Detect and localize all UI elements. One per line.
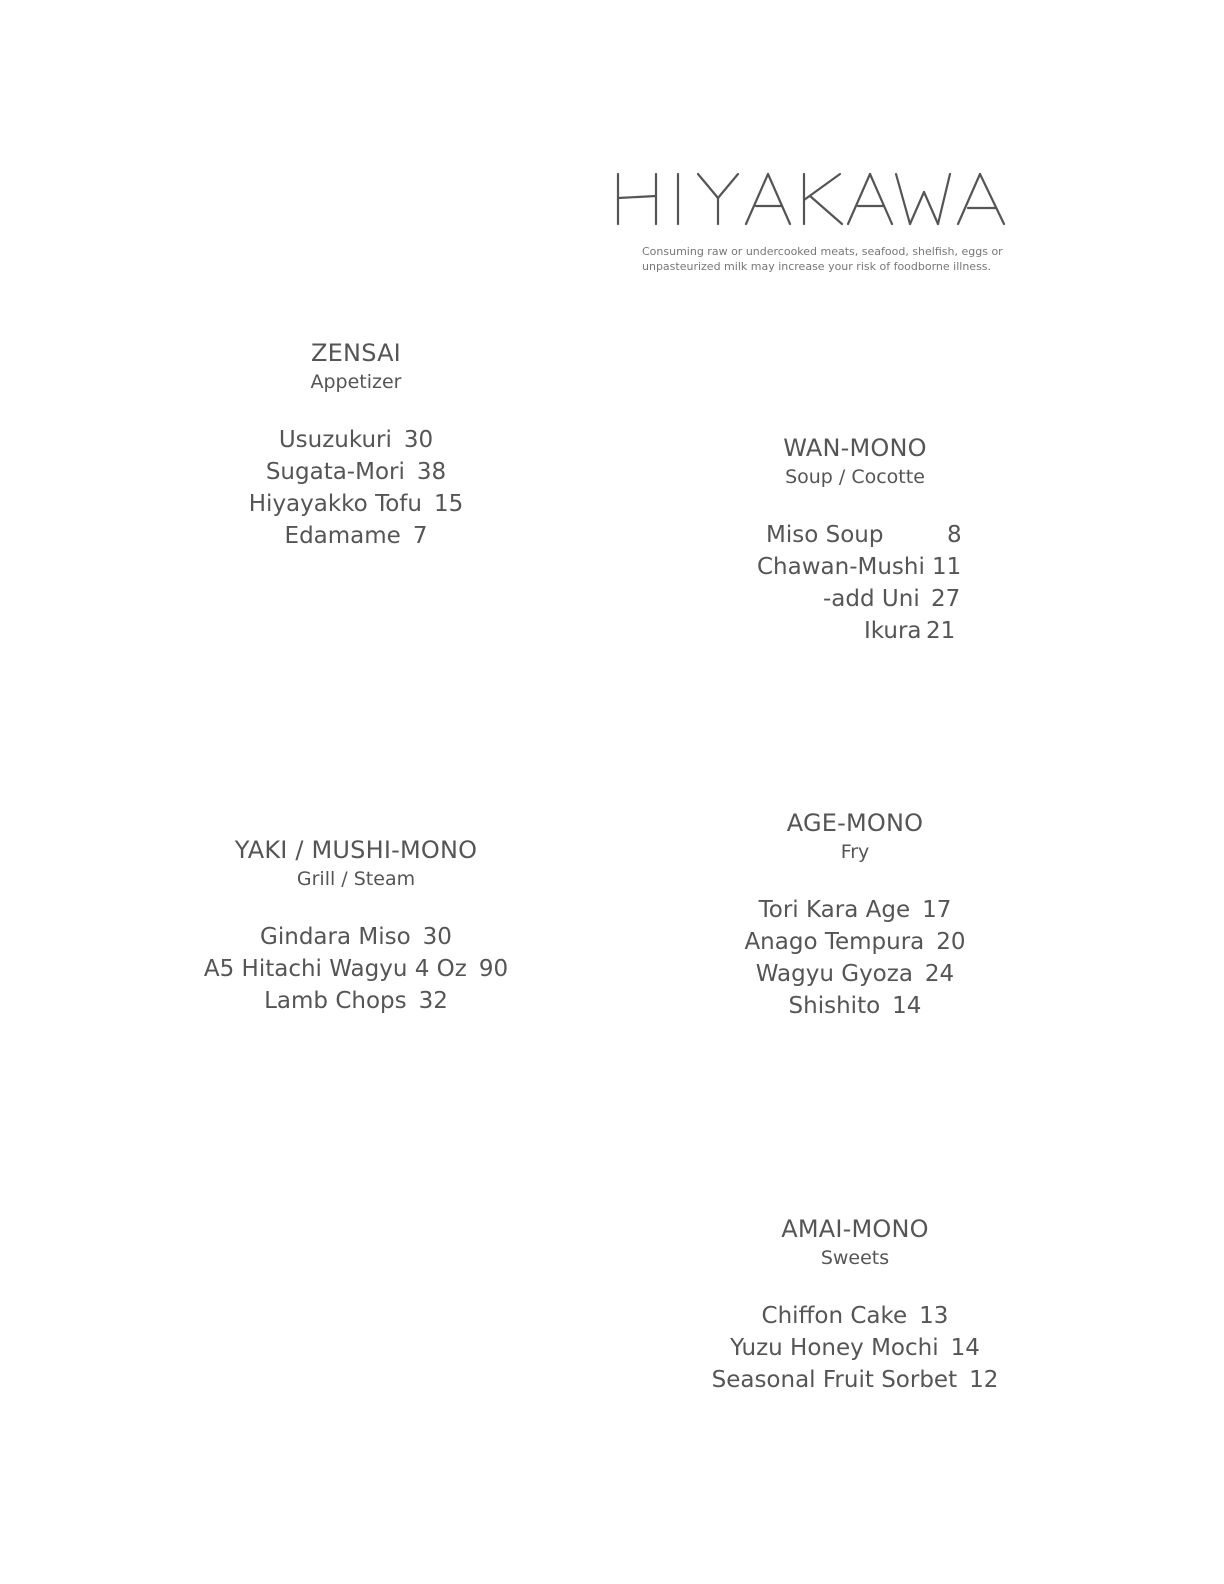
item-name: Miso Soup bbox=[766, 522, 884, 548]
item-name: -add Uni bbox=[823, 586, 920, 612]
menu-item bbox=[176, 456, 536, 488]
menu-item bbox=[176, 488, 536, 520]
item-name: Tori Kara Age bbox=[758, 897, 911, 923]
menu-item bbox=[675, 1300, 1035, 1332]
menu-item-list bbox=[675, 894, 1035, 1022]
item-price: 13 bbox=[919, 1303, 949, 1329]
item-price: 38 bbox=[416, 459, 447, 485]
menu-item bbox=[675, 894, 1035, 926]
section-title: YAKI / MUSHI-MONO bbox=[234, 836, 478, 864]
menu-item bbox=[675, 926, 1035, 958]
menu-item-list bbox=[675, 519, 1035, 647]
item-name: Usuzukuri bbox=[278, 427, 392, 453]
menu-item bbox=[675, 958, 1035, 990]
menu-item-list bbox=[675, 1300, 1035, 1396]
menu-item bbox=[675, 583, 1035, 615]
section-title: WAN-MONO bbox=[783, 434, 927, 462]
menu-item bbox=[176, 520, 536, 552]
item-name: A5 Hitachi Wagyu 4 Oz bbox=[203, 956, 467, 982]
item-price: 30 bbox=[403, 427, 434, 453]
item-price: 14 bbox=[892, 993, 922, 1019]
item-price: 24 bbox=[924, 961, 955, 987]
item-price: 30 bbox=[422, 924, 452, 950]
section-wan-mono bbox=[675, 433, 1035, 647]
menu-item bbox=[675, 990, 1035, 1022]
section-subtitle: Sweets bbox=[820, 1247, 890, 1269]
menu-item bbox=[675, 1364, 1035, 1396]
menu-item bbox=[176, 985, 536, 1017]
item-price: 15 bbox=[433, 491, 464, 517]
item-name: Chawan-Mushi bbox=[757, 554, 925, 580]
section-title: AMAI-MONO bbox=[781, 1215, 929, 1243]
item-price: 32 bbox=[418, 988, 448, 1014]
section-title: ZENSAI bbox=[311, 339, 401, 367]
item-name: Hiyayakko Tofu bbox=[248, 491, 422, 517]
item-name: Lamb Chops bbox=[264, 988, 407, 1014]
item-price: 27 bbox=[931, 586, 961, 612]
section-subtitle: Soup / Cocotte bbox=[785, 466, 925, 488]
menu-item bbox=[675, 615, 1035, 647]
menu-item bbox=[176, 953, 536, 985]
section-amai-mono bbox=[675, 1214, 1035, 1396]
section-age-mono bbox=[675, 808, 1035, 1022]
item-name: Ikura bbox=[864, 618, 922, 644]
item-name: Anago Tempura bbox=[744, 929, 925, 955]
item-name: Sugata-Mori bbox=[265, 459, 405, 485]
item-price: 17 bbox=[922, 897, 952, 923]
item-name: Shishito bbox=[788, 993, 881, 1019]
item-name: Gindara Miso bbox=[260, 924, 411, 950]
menu-item-list bbox=[176, 424, 536, 552]
section-title: AGE-MONO bbox=[786, 809, 924, 837]
item-price: 8 bbox=[947, 522, 962, 548]
menu-item bbox=[675, 1332, 1035, 1364]
section-zensai bbox=[176, 338, 536, 552]
menu-item bbox=[675, 551, 1035, 583]
item-price: 14 bbox=[950, 1335, 980, 1361]
item-price: 90 bbox=[478, 956, 509, 982]
section-subtitle: Grill / Steam bbox=[296, 868, 416, 890]
item-name: Wagyu Gyoza bbox=[755, 961, 913, 987]
item-name: Yuzu Honey Mochi bbox=[730, 1335, 939, 1361]
hiyakawa-logo bbox=[612, 168, 1012, 232]
menu-item bbox=[675, 519, 1035, 551]
item-name: Chiffon Cake bbox=[761, 1303, 908, 1329]
section-subtitle: Appetizer bbox=[310, 371, 402, 393]
menu-item bbox=[176, 921, 536, 953]
item-name: Edamame bbox=[284, 523, 401, 549]
item-name: Seasonal Fruit Sorbet bbox=[711, 1367, 958, 1393]
item-price: 7 bbox=[412, 523, 428, 549]
item-price: 12 bbox=[969, 1367, 999, 1393]
food-safety-disclaimer: Consuming raw or undercooked meats, seafood, shelfish, eggs or unpasteurized milk may increase your risk of foodborne illness. bbox=[642, 245, 1003, 273]
item-price: 11 bbox=[932, 554, 962, 580]
section-yaki-mushi-mono bbox=[176, 835, 536, 1017]
item-price: 21 bbox=[926, 618, 956, 644]
menu-item bbox=[176, 424, 536, 456]
menu-item-list bbox=[176, 921, 536, 1017]
section-subtitle: Fry bbox=[840, 841, 870, 863]
item-price: 20 bbox=[936, 929, 966, 955]
